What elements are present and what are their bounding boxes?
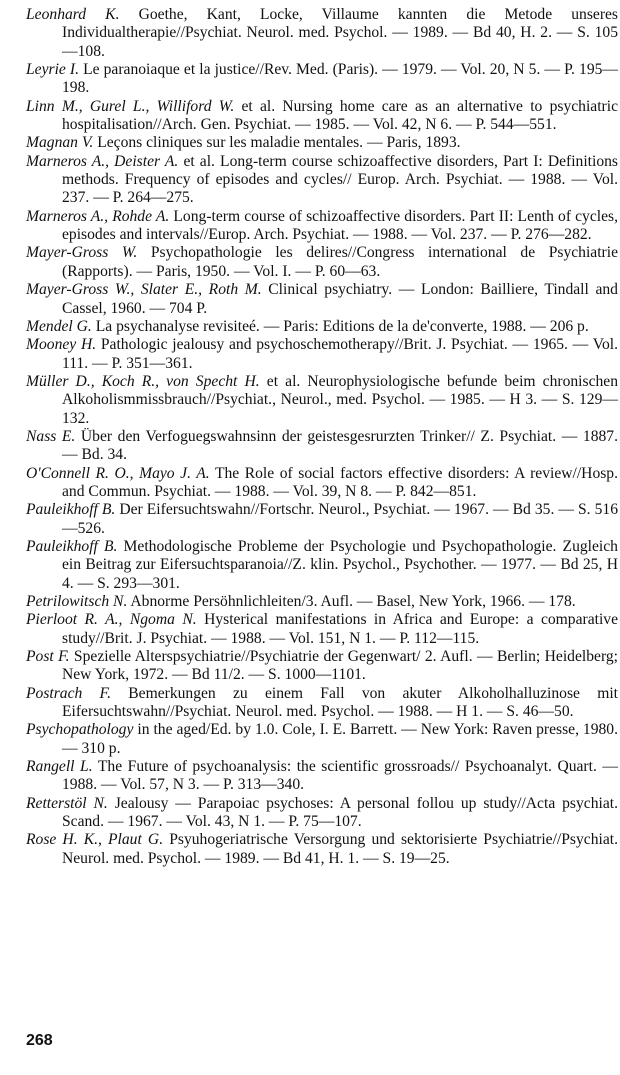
reference-item: [26, 318, 618, 336]
reference-author: Mendel G.: [26, 317, 92, 335]
reference-item: [26, 208, 618, 245]
reference-item: [26, 134, 618, 152]
reference-text: Long-term course of schizoaffective disorders. Part II: Lenth of cycles, episodes and intervals//Europ. Arch. Psychiat. — 1988. — Vol. 237. — P. 276—282.: [62, 207, 618, 244]
reference-item: [26, 281, 618, 318]
reference-text: La psychanalyse revisiteé. — Paris: Editions de la de'converte, 1988. — 206 p.: [95, 317, 589, 335]
reference-text: et al. Nursing home care as an alternative to psychiatric hospitalisation//Arch. Gen. Psychiat. — 1985. — Vol. 42, N 6. — P. 544—551.: [62, 97, 618, 134]
reference-author: Mayer-Gross W.: [26, 244, 138, 262]
reference-author: Marneros A., Rohde A.: [26, 207, 170, 225]
reference-author: Post F.: [26, 648, 70, 666]
reference-text: Abnorme Persöhnlichleiten/3. Aufl. — Basel, New York, 1966. — 178.: [130, 593, 576, 610]
reference-item: [26, 153, 618, 208]
reference-author: Pauleikhoff B.: [26, 501, 116, 519]
reference-author: Rose H. K., Plaut G.: [26, 831, 164, 849]
reference-item: [26, 428, 618, 465]
reference-author: Mayer-Gross W., Slater E., Roth M.: [26, 281, 262, 299]
reference-item: [26, 758, 618, 795]
reference-item: [26, 336, 618, 373]
reference-text: in the aged/Ed. by 1.0. Cole, I. E. Barrett. — New York: Raven presse, 1980. — 310 p.: [62, 721, 619, 757]
reference-text: Clinical psychiatry. — London: Bailliere, Tindall and Cassel, 1960. — 704 P.: [62, 281, 618, 317]
reference-item: [26, 6, 618, 61]
reference-text: Le paranoiaque et la justice//Rev. Med. (Paris). — 1979. — Vol. 20, N 5. — P. 195—198.: [62, 61, 619, 97]
reference-author: Magnan V.: [26, 134, 94, 152]
reference-text: The Future of psychoanalysis: the scientific grossroads// Psychoanalyt. Quart. — 1988. — Vol. 57, N 3. — P. 313—340.: [62, 758, 618, 794]
reference-author: O'Connell R. O., Mayo J. A.: [26, 464, 210, 482]
reference-author: Nass E.: [26, 427, 76, 445]
reference-author: Müller D., Koch R., von Specht H.: [26, 372, 260, 390]
reference-item: [26, 501, 618, 538]
reference-text: The Role of social factors effective disorders: A review//Hosp. and Commun. Psychiat. — 1988. — Vol. 39, N 8. — P. 842—851.: [62, 464, 618, 500]
reference-item: [26, 831, 618, 868]
reference-item: [26, 795, 618, 832]
reference-text: Hysterical manifestations in Africa and Europe: a comparative study//Brit. J. Psychiat. — 1988. — Vol. 151, N 1. — P. 112—115.: [62, 611, 619, 647]
reference-author: Rangell L.: [26, 758, 93, 776]
reference-text: Pathologic jealousy and psychoschemotherapy//Brit. J. Psychiat. — 1965. — Vol. 111. — P. 351—361.: [62, 336, 618, 372]
reference-item: [26, 538, 618, 593]
reference-text: Psychopathologie les delires//Congress international de Psychiatrie (Rapports). — Paris, 1950. — Vol. I. — P. 60—63.: [62, 244, 619, 280]
reference-text: Goethe, Kant, Locke, Villaume kannten die Metode unseres Individualtherapie//Psychiat. Neurol. med. Psychol. — 1989. — Bd 40, H. 2. — S. 105—108.: [62, 6, 619, 60]
reference-text: Methodologische Probleme der Psychologie und Psychopathologie. Zugleich ein Beitrag zur Eifersuchtsparanoia//Z. klin. Psychol., Psychother. — 1977. — Bd 25, H 4. — S. 293—301.: [62, 537, 618, 592]
reference-text: Spezielle Alterspsychiatrie//Psychiatrie der Gegenwart/ 2. Aufl. — Berlin; Heidelberg; New York, 1972. — Bd 11/2. — S. 1000—1101.: [62, 648, 618, 684]
reference-item: [26, 244, 618, 281]
reference-item: [26, 465, 618, 502]
reference-author: Leonhard K.: [26, 6, 120, 23]
reference-author: Linn M., Gurel L., Williford W.: [26, 97, 235, 115]
reference-text: Über den Verfoguegswahnsinn der geistesgesrurzten Trinker// Z. Psychiat. — 1887. — Bd. 34.: [62, 427, 618, 464]
reference-author: Pierloot R. A., Ngoma N.: [26, 611, 197, 629]
reference-text: Jealousy — Parapoiac psychoses: A personal follou up study//Acta psychiat. Scand. — 1967. — Vol. 43, N 1. — P. 75—107.: [62, 794, 618, 831]
reference-author: Mooney H.: [26, 336, 97, 354]
reference-item: [26, 611, 618, 648]
page-number: 268: [26, 1032, 53, 1049]
reference-item: [26, 685, 618, 722]
reference-text: Leçons cliniques sur les maladie mentales. — Paris, 1893.: [97, 134, 461, 152]
reference-author: Psychopathology: [26, 721, 134, 739]
reference-list: [26, 6, 618, 868]
reference-author: Petrilowitsch N.: [26, 593, 128, 610]
reference-text: et al. Neurophysiologische befunde beim chronischen Alkoholismmissbrauch//Psychiat., Neurol., med. Psychol. — 1985. — H 3. — S. 129—132.: [62, 372, 619, 427]
reference-item: [26, 721, 618, 758]
reference-author: Postrach F.: [26, 684, 111, 702]
reference-text: Der Eifersuchtswahn//Fortschr. Neurol., Psychiat. — 1967. — Bd 35. — S. 516—526.: [62, 501, 618, 537]
reference-item: [26, 98, 618, 135]
reference-item: [26, 61, 618, 98]
reference-item: [26, 648, 618, 685]
reference-text: Bemerkungen zu einem Fall von akuter Alkoholhalluzinose mit Eifersuchtswahn//Psychiat. Neurol. med. Psychol. — 1988. — H 1. — S. 46—50.: [62, 684, 618, 721]
reference-author: Retterstöl N.: [26, 794, 108, 812]
reference-author: Pauleikhoff B.: [26, 537, 118, 555]
reference-item: [26, 373, 618, 428]
reference-author: Leyrie I.: [26, 61, 80, 79]
reference-text: Psyuhogeriatrische Versorgung und sektorisierte Psychiatrie//Psychiat. Neurol. med. Psychol. — 1989. — Bd 41, H. 1. — S. 19—25.: [62, 831, 618, 867]
reference-item: [26, 593, 618, 611]
reference-author: Marneros A., Deister A.: [26, 152, 179, 170]
reference-text: et al. Long-term course schizoaffective disorders, Part I: Definitions methods. Frequency of episodes and cycles// Europ. Arch. Psychiat. — 1988. — Vol. 237. — P. 264—275.: [62, 152, 618, 207]
